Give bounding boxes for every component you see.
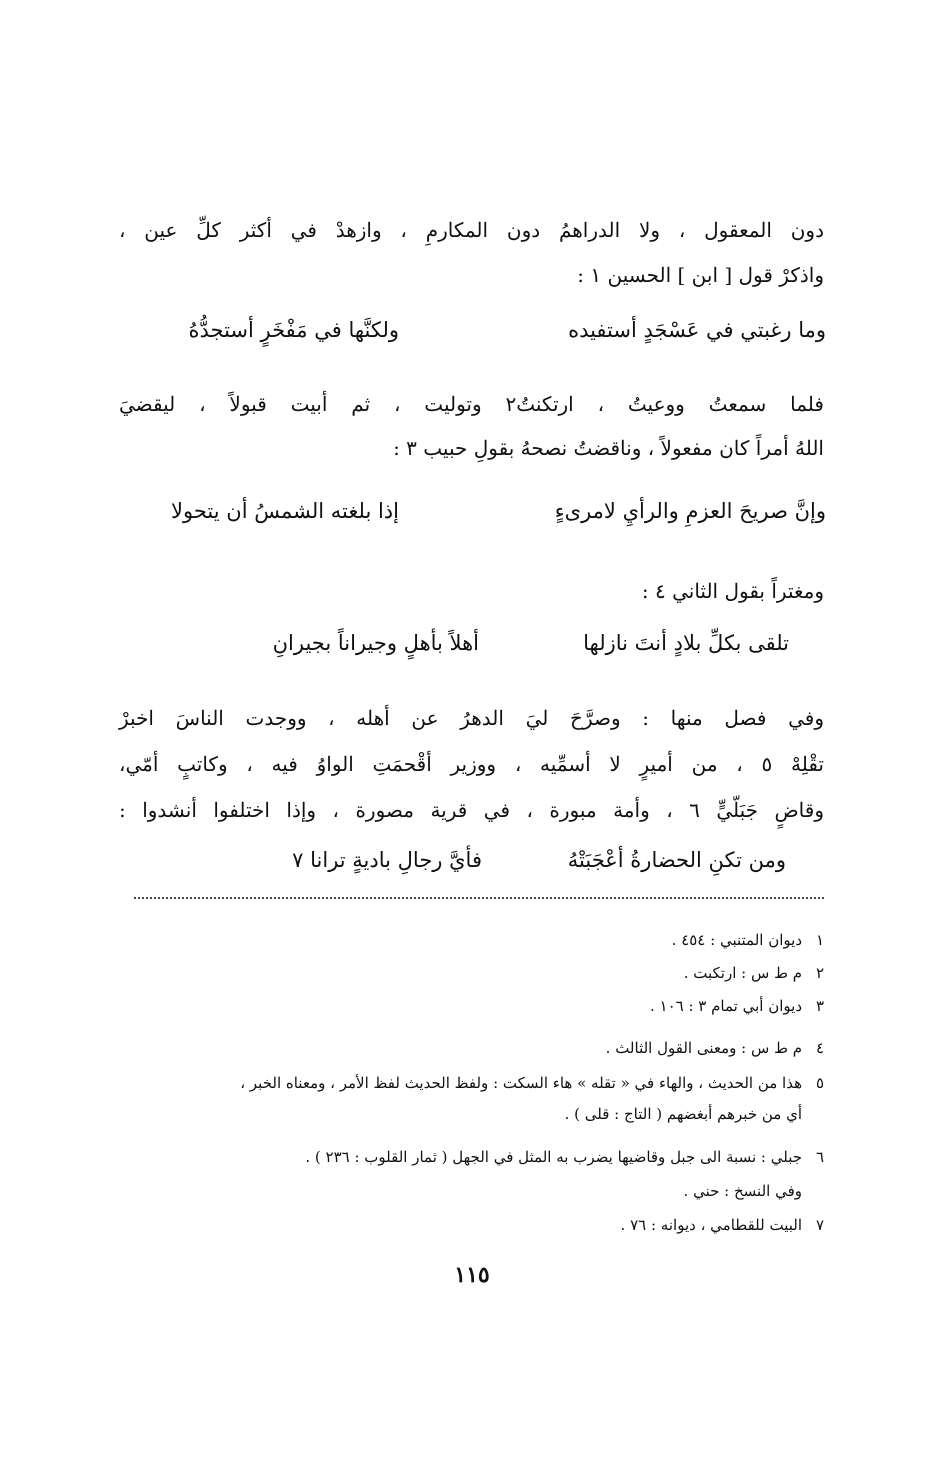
footnote-text: ديوان المتنبي : ٤٥٤ . [671, 931, 802, 949]
footnote-number: ٥ [815, 1074, 824, 1092]
footnote-5 [114, 1071, 824, 1095]
page-number: ١١٥ [454, 1262, 490, 1288]
body-line-8: وقاضٍ جَبَلّيٍّ ٦ ، وأمة مبورة ، في قرية مصورة ، وإذا اختلفوا أنشدوا : [119, 798, 824, 822]
footnote-number: ٧ [815, 1216, 824, 1234]
footnote-number: ٣ [815, 997, 824, 1015]
footnote-1 [114, 928, 824, 952]
footnote-6-continuation [114, 1179, 824, 1203]
footnote-text: البيت للقطامي ، ديوانه : ٧٦ . [620, 1216, 802, 1234]
verse-1-first-hemistich: وما رغبتي في عَسْجَدٍ أستفيده [568, 318, 826, 342]
body-line-7: تقْلِهْ ٥ ، من أميرٍ لا أسمِّيه ، ووزير أقْحمَتِ الواوُ فيه ، وكاتبٍ أمّي، [119, 752, 824, 776]
body-line-2: واذكرْ قول [ ابن ] الحسين ١ : [577, 263, 824, 287]
verse-3-first-hemistich: تلقى بكلِّ بلادٍ أنتَ نازلها [583, 631, 789, 655]
footnote-6 [114, 1145, 824, 1169]
verse-4-second-hemistich: فأيَّ رجالِ باديةٍ ترانا ٧ [292, 848, 482, 872]
footnote-number: ١ [815, 931, 824, 949]
footnote-2 [114, 961, 824, 985]
footnote-text: جبلي : نسبة الى جبل وقاضيها يضرب به المثل في الجهل ( ثمار القلوب : ٢٣٦ ) . [305, 1148, 802, 1166]
footnote-number: ٢ [815, 964, 824, 982]
footnote-text: م ط س : ومعنى القول الثالث . [605, 1039, 802, 1057]
body-line-6: وفي فصل منها : وصرَّحَ ليَ الدهرُ عن أهله ، ووجدت الناسَ اخبرْ [119, 706, 824, 730]
footnote-separator [134, 897, 824, 899]
footnote-5-continuation [114, 1102, 824, 1126]
footnote-3 [114, 994, 824, 1018]
verse-2-first-hemistich: وإنَّ صريحَ العزمِ والرأيِ لامرىءٍ [554, 499, 826, 523]
verse-4-first-hemistich: ومن تكنِ الحضارةُ أعْجَبَتْهُ [567, 848, 786, 872]
footnote-text: أي من خبرهم أبغضهم ( التاج : قلى ) . [564, 1105, 802, 1123]
footnote-number: ٦ [815, 1148, 824, 1166]
footnote-text: هذا من الحديث ، والهاء في « تقله » هاء السكت : ولفظ الحديث لفظ الأمر ، ومعناه الخبر ، [240, 1074, 802, 1092]
verse-2-second-hemistich: إذا بلغته الشمسُ أن يتحولا [171, 499, 399, 523]
footnote-number: ٤ [815, 1039, 824, 1057]
verse-1-second-hemistich: ولكنَّها في مَفْخَرٍ أستجدُّهُ [188, 318, 399, 342]
footnote-4 [114, 1036, 824, 1060]
footnote-text: وفي النسخ : حني . [683, 1182, 802, 1200]
footnote-7 [114, 1213, 824, 1237]
body-line-3: فلما سمعتُ ووعيتُ ، ارتكنتُ٢ وتوليت ، ثم أبيت قبولاً ، ليقضيَ [119, 392, 824, 416]
verse-3-second-hemistich: أهلاً بأهلٍ وجيراناً بجيرانِ [272, 631, 479, 655]
body-line-5: ومغتراً بقول الثاني ٤ : [641, 579, 824, 603]
body-line-4: اللهُ أمراً كان مفعولاً ، وناقضتُ نصحهُ بقولِ حبيب ٣ : [393, 436, 824, 460]
footnote-text: م ط س : ارتكبت . [683, 964, 802, 982]
body-line-1: دون المعقول ، ولا الدراهمُ دون المكارمِ ، وازهدْ في أكثر كلِّ عين ، [119, 218, 824, 242]
footnote-text: ديوان أبي تمام ٣ : ١٠٦ . [649, 997, 802, 1015]
